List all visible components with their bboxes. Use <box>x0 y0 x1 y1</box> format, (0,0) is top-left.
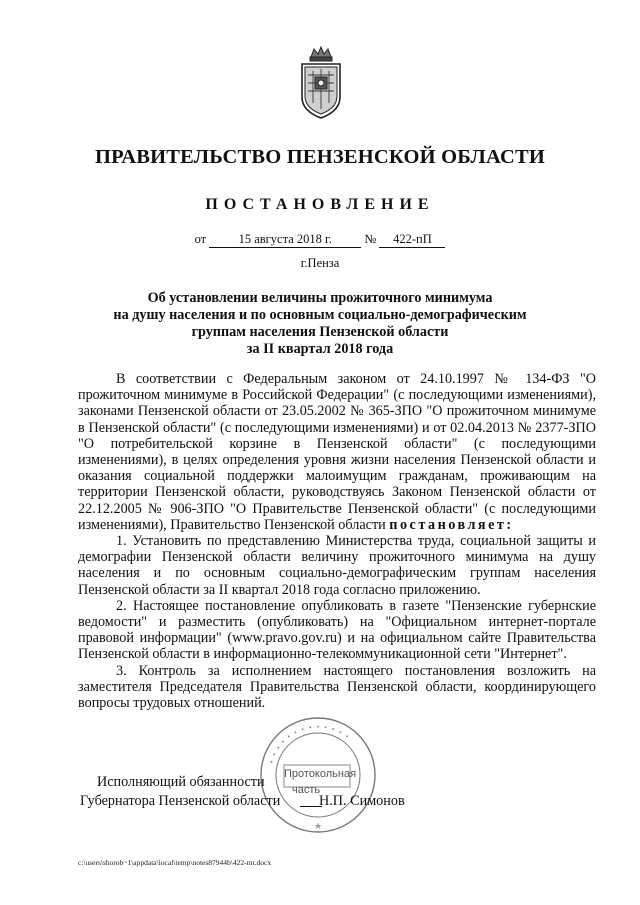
svg-text:★: ★ <box>313 821 323 831</box>
document-type: ПОСТАНОВЛЕНИЕ <box>205 196 435 213</box>
coat-of-arms-icon <box>298 45 344 121</box>
preamble-paragraph <box>78 371 596 533</box>
item-paragraph: 3. Контроль за исполнением настоящего постановления возложить на заместителя Председателя Правительства Пензенской области, координирующего вопросы трудовых отношений. <box>78 662 596 712</box>
document-body <box>78 371 596 711</box>
signatory-position-line2: Губернатора Пензенской области <box>80 793 281 809</box>
number-prefix: № <box>364 232 377 246</box>
city: г.Пенза <box>300 256 340 270</box>
preamble-text: В соответствии с Федеральным законом от 24.10.1997 № 134-ФЗ "О прожиточном минимуме в Российской Федерации" (с последующими изменениями), законами Пензенской области от 23.05.2002 № 365-ЗПО "О прожиточном минимуме в Пензенской области" (с последующими изменениями) и от 02.04.2013 № 2377-ЗПО "О потребительской корзине в Пензенской области" (с последующими изменениями), в целях определения уровня жизни населения Пензенской области и оказания социальной поддержки малоимущим гражданам, проживающим на территории Пензенской области, руководствуясь Законом Пензенской области от 22.12.2005 № 906-ЗПО "О Правительстве Пензенской области" (с последующими изменениями), Правительство Пензенской области <box>78 371 596 533</box>
signatory-name: Н.П. Симонов <box>319 793 405 809</box>
item-paragraph: 1. Установить по представлению Министерства труда, социальной защиты и демографии Пензенской области величину прожиточного минимума на душу населения и по основным социально-демографическим группам населения Пензенской области за II квартал 2018 года согласно приложению. <box>78 533 596 598</box>
item-paragraph: 2. Настоящее постановление опубликовать в газете "Пензенские губернские ведомости" и разместить (опубликовать) на "Официальном интернет-портале правовой информации" (www.pravo.gov.ru) и на официальном сайте Правительства Пензенской области в информационно-телекоммуникационной сети "Интернет". <box>78 597 596 663</box>
stamp-line: Протокольная <box>284 768 357 780</box>
title-line: группам населения Пензенской области <box>191 324 449 340</box>
svg-text:• • • • • • • • • • • • •: • • • • • • • • • • • • • <box>268 723 351 765</box>
document-number: 422-пП <box>379 232 445 248</box>
file-path: c:\users\shorob~1\appdata\local\temp\notes87944b\422-пп.docx <box>78 858 272 867</box>
stamp-line: часть <box>292 784 321 796</box>
document-date: 15 августа 2018 г. <box>209 232 361 248</box>
date-prefix: от <box>194 232 207 246</box>
title-line: Об установлении величины прожиточного минимума <box>147 290 493 306</box>
signatory-position-line1: Исполняющий обязанности <box>97 774 265 790</box>
government-name: ПРАВИТЕЛЬСТВО ПЕНЗЕНСКОЙ ОБЛАСТИ <box>95 146 545 168</box>
title-line: на душу населения и по основным социально-демографическим <box>113 307 527 323</box>
resolves-word: постановляет: <box>389 516 514 533</box>
title-line: за II квартал 2018 года <box>246 341 394 357</box>
document-title <box>80 290 560 358</box>
date-number-line <box>0 232 640 248</box>
